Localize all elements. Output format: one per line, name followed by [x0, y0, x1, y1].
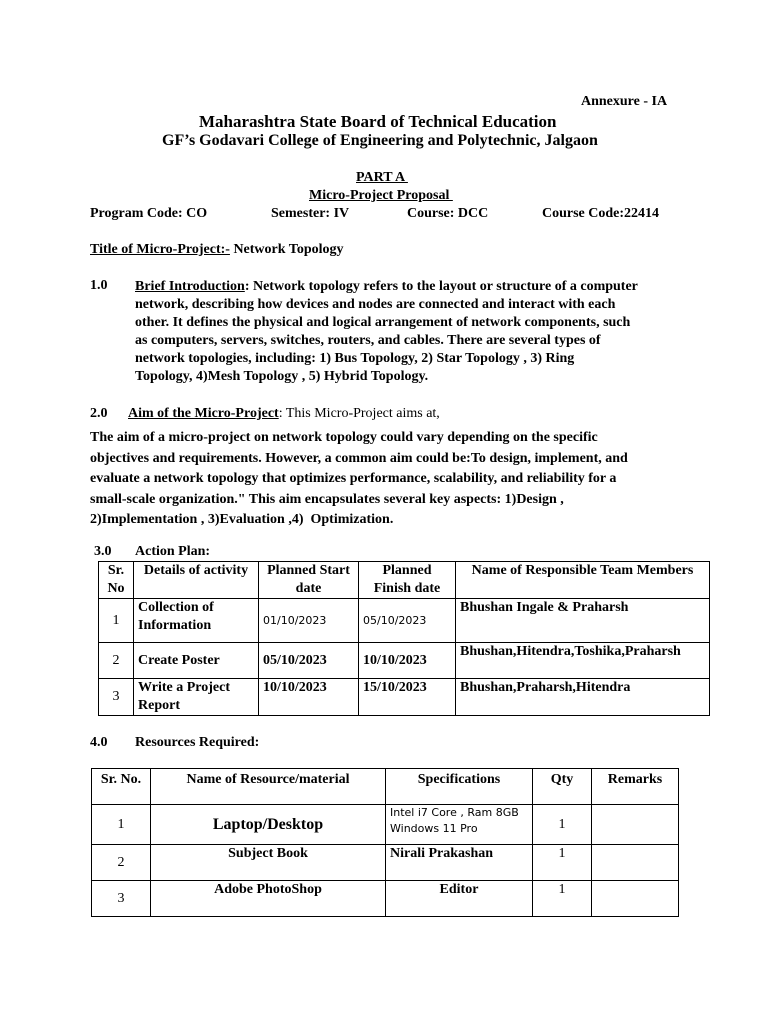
- row-members: Bhushan,Praharsh,Hitendra: [456, 679, 710, 716]
- row-details: Write a Project Report: [134, 679, 259, 716]
- table-row: [99, 643, 710, 679]
- semester: Semester: IV: [271, 206, 350, 221]
- section-2-line: 2)Implementation , 3)Evaluation ,4) Optimization.: [90, 512, 394, 527]
- title-label: Title of Micro-Project:-: [90, 242, 230, 257]
- section-2-label: Aim of the Micro-Project: [128, 406, 279, 421]
- row-qty: 1: [533, 805, 592, 845]
- row-finish: 15/10/2023: [359, 679, 456, 716]
- row-sr: 2: [92, 845, 151, 881]
- section-2-line: objectives and requirements. However, a common aim could be:To design, implement, and: [90, 450, 628, 466]
- row-sr: 1: [99, 599, 134, 643]
- row-sr: 2: [99, 643, 134, 679]
- row-details: Collection of Information: [134, 599, 259, 643]
- row-start: 01/10/2023: [259, 599, 359, 643]
- row-details: Create Poster: [134, 643, 259, 679]
- section-1-line: other. It defines the physical and logical arrangement of network components, such: [135, 315, 631, 330]
- row-remarks: [592, 881, 679, 917]
- resources-header-row: [92, 769, 679, 805]
- row-finish: 10/10/2023: [359, 643, 456, 679]
- section-1-line: as computers, servers, switches, routers, and cables. There are several types of: [135, 333, 601, 348]
- section-1-line: Topology, 4)Mesh Topology , 5) Hybrid Topology.: [135, 369, 429, 384]
- header-finish-date: Planned Finish date: [359, 562, 456, 599]
- table-row: [99, 599, 710, 643]
- table-row: [99, 679, 710, 716]
- row-start: 10/10/2023: [259, 679, 359, 716]
- section-2-heading: [128, 406, 440, 422]
- action-plan-header-row: [99, 562, 710, 599]
- row-qty: 1: [533, 881, 592, 917]
- title-value: Network Topology: [229, 242, 344, 257]
- section-4-number: 4.0: [90, 735, 108, 750]
- row-resource-name: Subject Book: [151, 845, 386, 881]
- micro-project-title: [90, 242, 344, 258]
- row-members: Bhushan Ingale & Praharsh: [456, 599, 710, 643]
- header-specifications: Specifications: [386, 769, 533, 805]
- annexure-label: Annexure - IA: [581, 94, 668, 109]
- header-remarks: Remarks: [592, 769, 679, 805]
- course-code: Course Code:22414: [542, 206, 660, 221]
- row-specifications: Nirali Prakashan: [386, 845, 533, 881]
- row-resource-name: Laptop/Desktop: [151, 805, 386, 845]
- header-sr-no: Sr. No: [99, 562, 134, 599]
- row-remarks: [592, 845, 679, 881]
- row-sr: 3: [92, 881, 151, 917]
- section-1-line: : Network topology refers to the layout or structure of a computer: [244, 279, 638, 294]
- row-start: 05/10/2023: [259, 643, 359, 679]
- section-1-text: [135, 278, 695, 386]
- header-details: Details of activity: [134, 562, 259, 599]
- row-qty: 1: [533, 845, 592, 881]
- table-row: [92, 845, 679, 881]
- section-3-number: 3.0: [94, 544, 112, 559]
- section-2-line: small-scale organization." This aim encapsulates several key aspects: 1)Design ,: [90, 491, 564, 507]
- college-title: GF’s Godavari College of Engineering and Polytechnic, Jalgaon: [162, 132, 598, 149]
- course: Course: DCC: [407, 206, 489, 221]
- section-2-intro: : This Micro-Project aims at,: [278, 406, 440, 421]
- section-1-label: Brief Introduction: [135, 279, 245, 294]
- row-remarks: [592, 805, 679, 845]
- resources-table: [91, 768, 679, 917]
- row-finish: 05/10/2023: [359, 599, 456, 643]
- section-2-text: [90, 428, 628, 531]
- board-title: Maharashtra State Board of Technical Education: [199, 112, 557, 131]
- section-4-label: Resources Required:: [135, 735, 260, 750]
- table-row: [92, 805, 679, 845]
- section-2-number: 2.0: [90, 406, 108, 421]
- section-3-label: Action Plan:: [135, 544, 211, 559]
- header-team-members: Name of Responsible Team Members: [456, 562, 710, 599]
- row-members: Bhushan,Hitendra,Toshika,Praharsh: [456, 643, 710, 679]
- header-qty: Qty: [533, 769, 592, 805]
- section-1-line: network topologies, including: 1) Bus Topology, 2) Star Topology , 3) Ring: [135, 351, 575, 366]
- proposal-title: Micro-Project Proposal: [309, 188, 453, 203]
- row-specifications: Editor: [386, 881, 533, 917]
- part-title: PART A: [356, 170, 408, 185]
- action-plan-table: [98, 561, 710, 716]
- section-2-line: evaluate a network topology that optimizes performance, scalability, and reliability for a: [90, 471, 617, 486]
- header-start-date: Planned Start date: [259, 562, 359, 599]
- spec-line: Intel i7 Core , Ram 8GB: [390, 806, 519, 819]
- spec-line: Windows 11 Pro: [390, 822, 478, 835]
- row-sr: 1: [92, 805, 151, 845]
- header-resource-name: Name of Resource/material: [151, 769, 386, 805]
- section-1-line: network, describing how devices and nodes are connected and interact with each: [135, 297, 616, 312]
- section-1-number: 1.0: [90, 278, 108, 293]
- header-sr-no: Sr. No.: [92, 769, 151, 805]
- row-sr: 3: [99, 679, 134, 716]
- row-specifications: [386, 805, 533, 845]
- section-2-line: The aim of a micro-project on network topology could vary depending on the specific: [90, 430, 598, 445]
- row-resource-name: Adobe PhotoShop: [151, 881, 386, 917]
- program-code: Program Code: CO: [90, 206, 208, 221]
- table-row: [92, 881, 679, 917]
